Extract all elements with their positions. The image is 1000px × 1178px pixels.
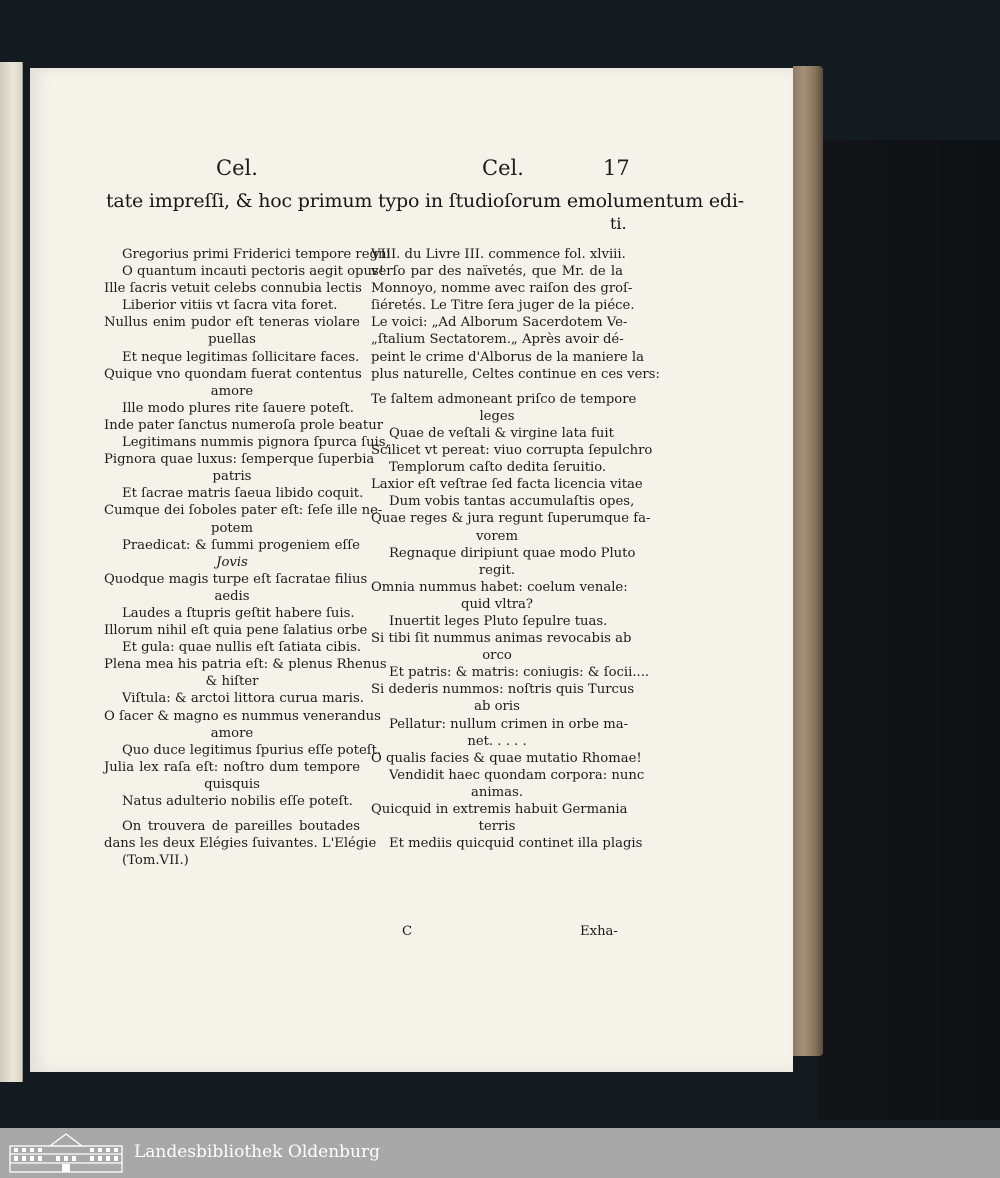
catchword: Exha- — [580, 924, 618, 939]
text-line: vorem — [475, 528, 518, 544]
text-line: O quantum incauti pectoris aegit opus! — [122, 264, 385, 280]
text-line: Cumque dei ſoboles pater eſt: ſeſe ille ne- — [104, 503, 383, 519]
text-line: Plena mea his patria eſt: & plenus Rhenus — [104, 657, 387, 673]
text-line: (Tom.VII.) — [122, 853, 189, 869]
text-line: Regnaque diripiunt quae modo Pluto — [389, 545, 636, 561]
text-line: Jovis — [216, 554, 248, 570]
text-line: Templorum caſto dedita ſeruitio. — [389, 460, 607, 476]
library-building-logo-icon — [8, 1132, 124, 1174]
text-line: Et ſacrae matris ſaeua libido coquit. — [122, 486, 364, 502]
text-line: Laxior eſt veſtrae ſed facta licencia vitae — [371, 477, 643, 493]
left-text-column — [104, 246, 391, 869]
text-line: Inuertit leges Pluto ſepulre tuas. — [389, 613, 608, 629]
text-line: Quodque magis turpe eſt ſacratae filius — [104, 571, 368, 587]
text-line: O ſacer & magno es nummus venerandus — [104, 708, 381, 724]
text-line: Pignora quae luxus: ſemperque ſuperbia — [104, 452, 375, 468]
text-line: Le voici: „Ad Alborum Sacerdotem Ve- — [371, 315, 628, 331]
text-line: Dum vobis tantas accumulaſtis opes, — [389, 494, 635, 510]
dark-background — [818, 140, 1000, 1120]
text-line: Gregorius primi Friderici tempore regni — [122, 247, 391, 262]
text-line: ſiéretés. Le Titre ſera juger de la piéce. — [371, 298, 635, 314]
text-line: Liberior vitiis vt ſacra vita foret. — [122, 298, 338, 314]
text-line: leges — [479, 408, 515, 424]
text-line: net. . . . . — [467, 733, 527, 749]
text-line: O qualis facies & quae mutatio Rhomae! — [371, 750, 642, 766]
text-line: Te ſaltem admoneant priſco de tempore — [371, 391, 637, 407]
library-footer-bar — [0, 1128, 1000, 1178]
text-line: regit. — [478, 562, 516, 578]
text-line: amore — [210, 383, 254, 399]
full-width-line: tate impreſſi, & hoc primum typo in ſtudioſorum emolumentum edi- — [106, 190, 744, 212]
text-line: Legitimans nummis pignora ſpurca ſuis, — [122, 435, 390, 451]
running-head-middle: Cel. — [482, 156, 524, 180]
paragraph-gap — [371, 383, 623, 391]
page-number: 17 — [603, 156, 630, 180]
text-line: Monnoyo, nomme avec raiſon des groſ- — [371, 281, 633, 297]
text-line: plus naturelle, Celtes continue en ces vers: — [371, 366, 660, 382]
text-line: patris — [212, 469, 252, 485]
text-line: Quae de veſtali & virgine lata fuit — [389, 425, 614, 441]
text-line: peint le crime d'Alborus de la maniere la — [371, 349, 644, 365]
text-line: Quae reges & jura regunt ſuperumque fa- — [371, 511, 651, 527]
right-text-column — [371, 246, 660, 852]
text-line: Quo duce legitimus ſpurius eſſe poteſt. — [122, 742, 382, 758]
text-line: orco — [482, 648, 512, 664]
text-line: Et neque legitimas ſollicitare faces. — [122, 349, 360, 365]
text-line: puellas — [208, 332, 256, 348]
text-line: verſo par des naïvetés, que Mr. de la — [371, 264, 623, 280]
paragraph-gap — [104, 810, 360, 818]
text-line: dans les deux Elégies ſuivantes. L'Elégie — [104, 836, 377, 852]
running-head-left: Cel. — [216, 156, 258, 180]
text-line: Praedicat: & ſummi progeniem eſſe — [122, 537, 360, 553]
text-line: Omnia nummus habet: coelum venale: — [371, 579, 628, 595]
text-line: Ille modo plures rite ſauere poteſt. — [122, 400, 354, 416]
full-width-line-tail: ti. — [610, 214, 627, 233]
book-page — [30, 68, 793, 1072]
text-line: Vendidit haec quondam corpora: nunc — [389, 767, 645, 783]
text-line: quid vltra? — [461, 596, 533, 612]
text-line: animas. — [471, 784, 523, 800]
text-line: Pellatur: nullum crimen in orbe ma- — [389, 716, 629, 732]
text-line: Natus adulterio nobilis eſſe poteſt. — [122, 794, 353, 809]
text-line: aedis — [214, 588, 250, 604]
text-line: Quique vno quondam fuerat contentus — [104, 366, 362, 382]
text-line: ab oris — [474, 699, 520, 715]
text-line: & hiſter — [205, 674, 259, 690]
text-line: Laudes a ſtupris geſtit habere ſuis. — [122, 605, 355, 621]
text-line: Inde pater ſanctus numeroſa prole beatur — [104, 417, 383, 433]
text-line: On trouvera de pareilles boutades — [122, 819, 360, 835]
text-line: Scilicet vt pereat: viuo corrupta ſepulchro — [371, 443, 653, 459]
library-name: Landesbibliothek Oldenburg — [134, 1142, 381, 1162]
text-line: Ille ſacris vetuit celebs connubia lectis — [104, 281, 362, 297]
text-line: Et gula: quae nullis eſt ſatiata cibis. — [122, 640, 362, 656]
text-line: „ſtalium Sectatorem.„ Après avoir dé- — [371, 332, 624, 348]
text-line: VIII. du Livre III. commence fol. xlviii. — [371, 247, 626, 262]
book-fore-edge — [793, 66, 823, 1056]
signature-mark: C — [402, 924, 413, 939]
text-line: terris — [478, 819, 516, 835]
text-line: Nullus enim pudor eſt teneras violare — [104, 315, 360, 331]
text-line: amore — [210, 725, 254, 741]
text-line: Et mediis quicquid continet illa plagis — [389, 836, 643, 852]
text-line: quisquis — [204, 776, 260, 792]
text-line: Viſtula: & arctoi littora curua maris. — [122, 691, 364, 707]
text-line: potem — [211, 520, 253, 536]
left-page-edge — [0, 62, 23, 1082]
text-line: Et patris: & matris: coniugis: & ſocii.... — [389, 665, 650, 681]
text-line: Si dederis nummos: noſtris quis Turcus — [371, 682, 635, 698]
text-line: Illorum nihil eſt quia pene ſalatius orbe — [104, 623, 368, 639]
text-line: Si tibi ſit nummus animas revocabis ab — [371, 631, 632, 647]
text-line: Quicquid in extremis habuit Germania — [371, 802, 628, 817]
text-line: Julia lex raſa eſt: noſtro dum tempore — [104, 759, 360, 775]
